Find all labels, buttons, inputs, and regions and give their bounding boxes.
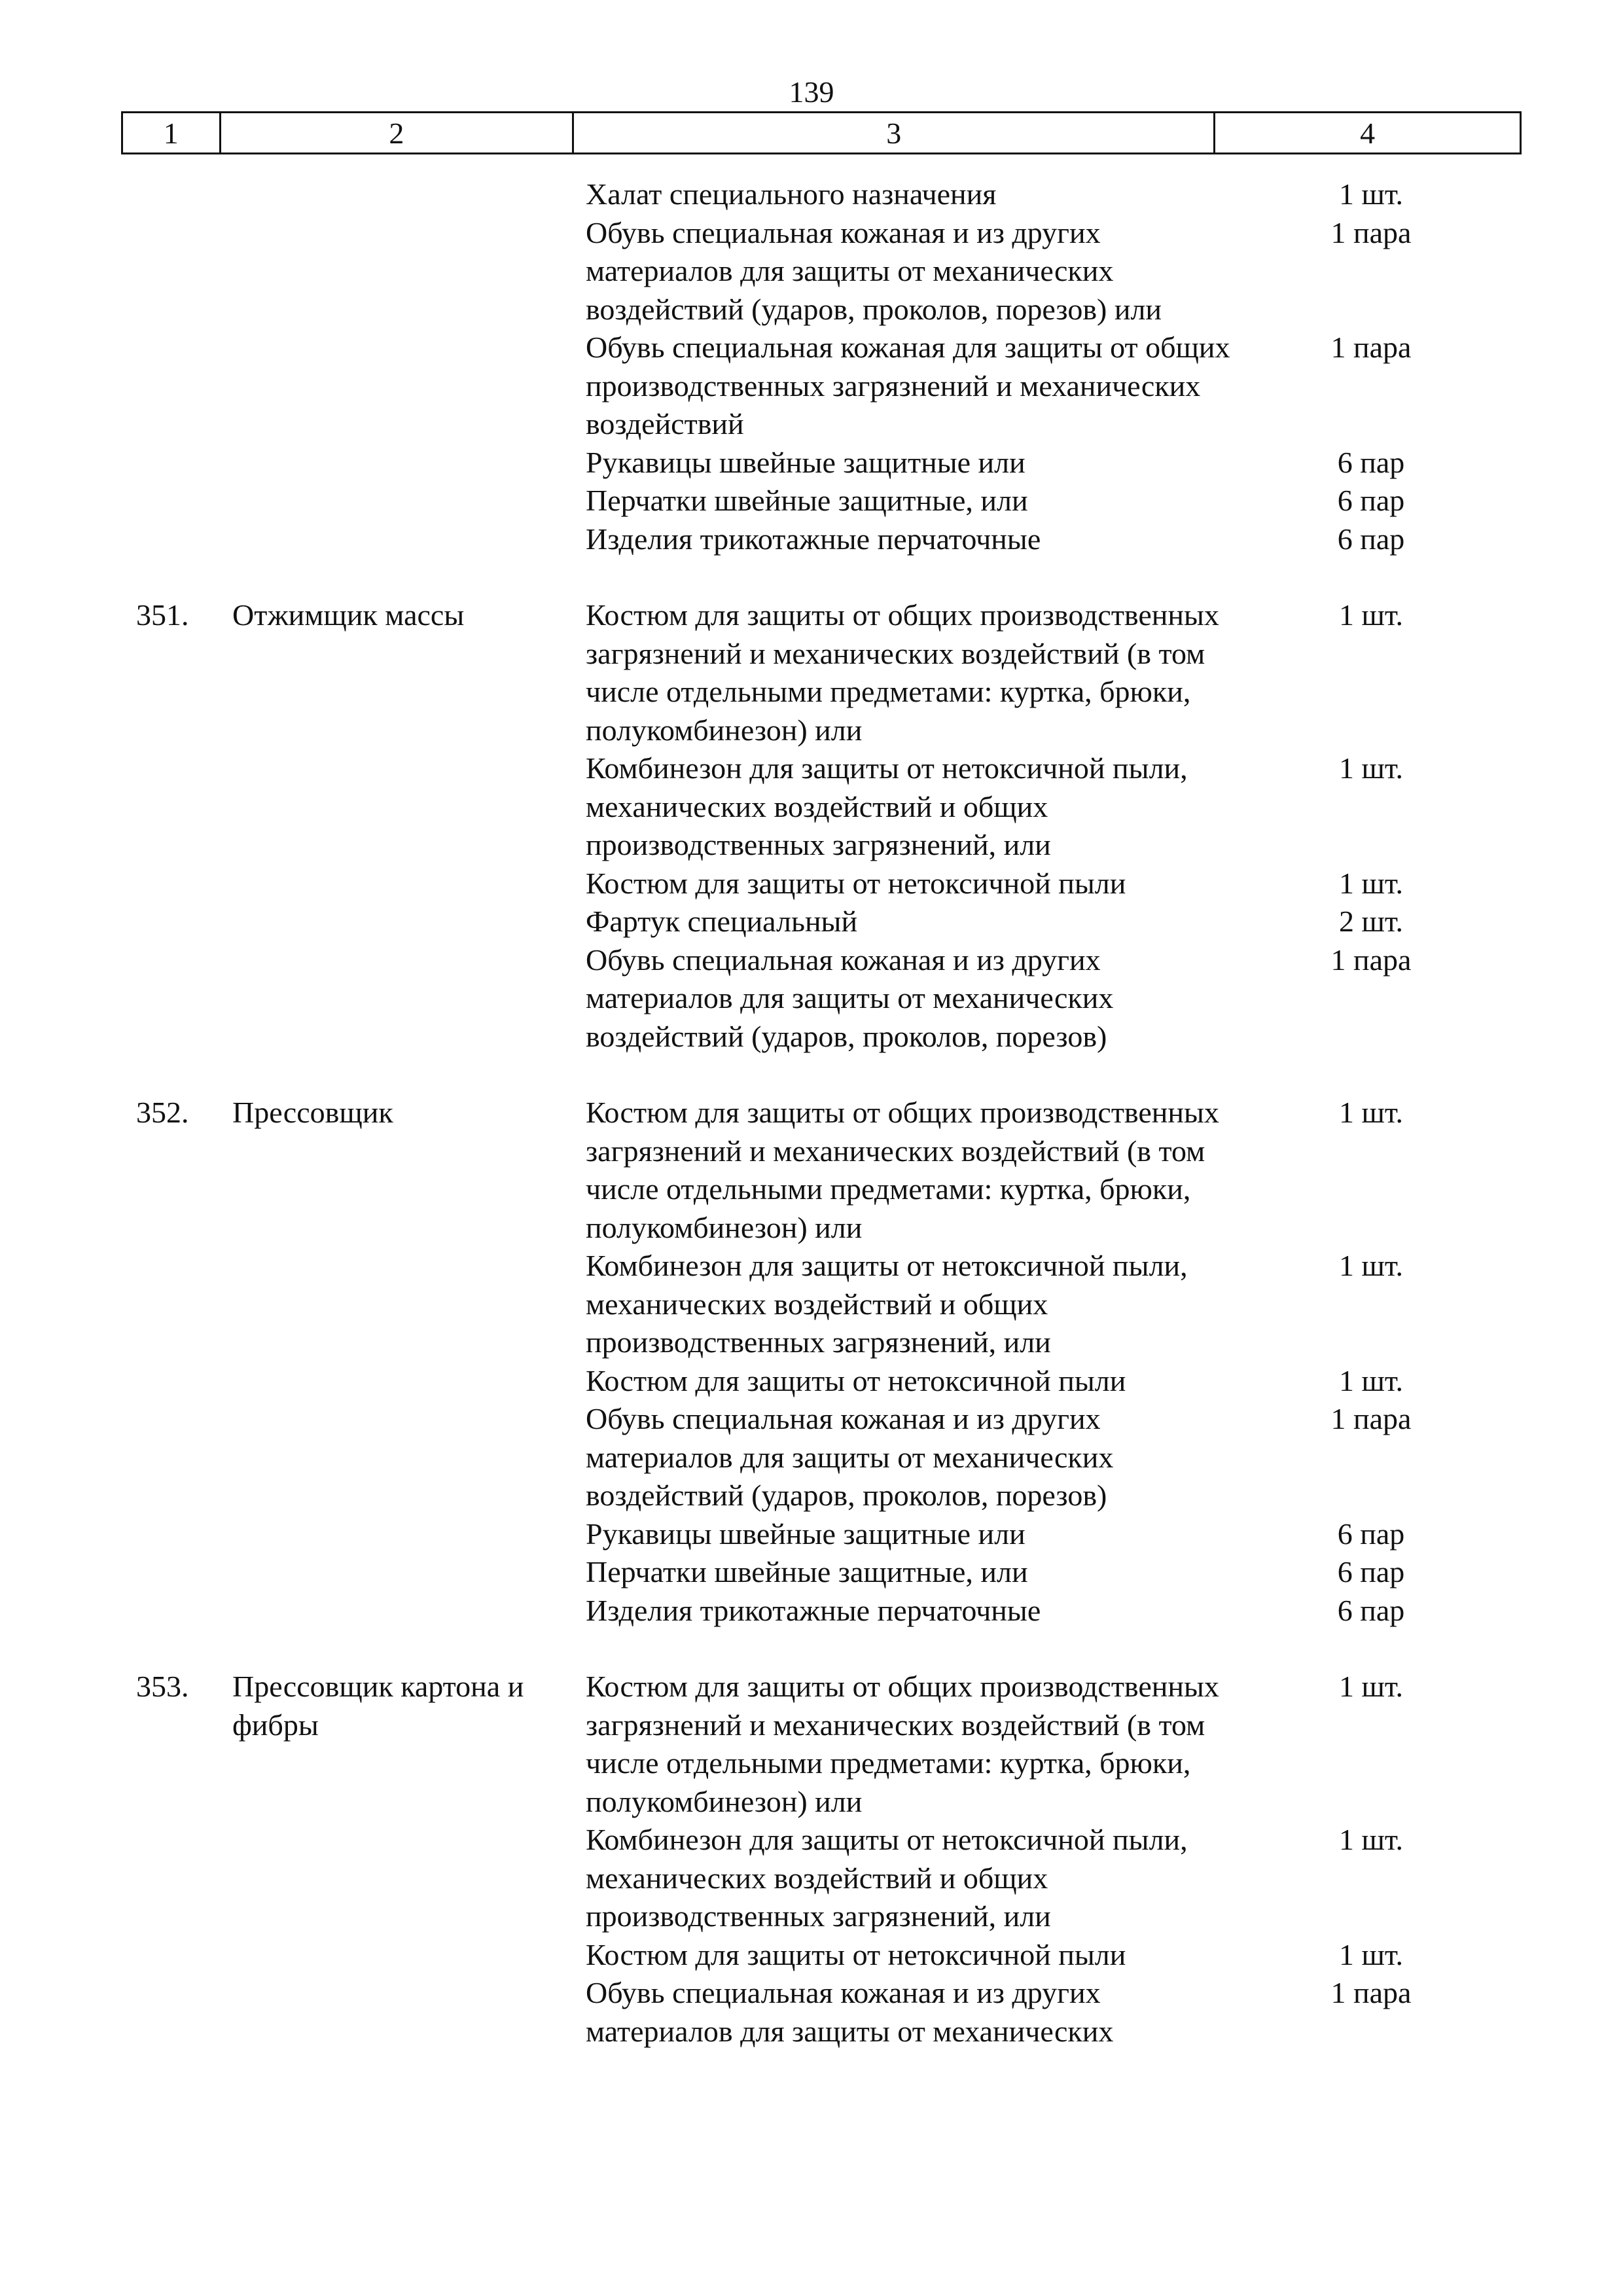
ppe-item-quantity: 1 шт. <box>1338 866 1404 900</box>
ppe-item-name: Рукавицы швейные защитные или <box>586 1516 1026 1551</box>
ppe-item <box>0 1094 1623 1247</box>
ppe-item-quantity: 6 пар <box>1337 1555 1405 1588</box>
ppe-item-name: Костюм для защиты от нетоксичной пыли <box>586 1937 1126 1971</box>
ppe-item-name: Комбинезон для защиты от нетоксичной пыли, механических воздействий и общих производственных загрязнений, или <box>586 1823 1188 1933</box>
ppe-item-quantity: 1 пара <box>1330 1976 1412 2009</box>
ppe-item <box>0 1553 1623 1592</box>
ppe-item <box>0 1974 1623 2051</box>
table-row <box>0 175 1623 558</box>
ppe-item <box>0 175 1623 214</box>
ppe-item <box>0 1821 1623 1936</box>
profession-name: Прессовщик <box>232 1096 393 1129</box>
ppe-item <box>0 1247 1623 1362</box>
column-header-1: 1 <box>123 113 221 152</box>
row-number: 353. <box>136 1670 189 1703</box>
ppe-item-quantity: 1 пара <box>1330 215 1412 249</box>
ppe-item <box>0 482 1623 520</box>
ppe-item <box>0 596 1623 749</box>
ppe-item-name: Костюм для защиты от общих производственных загрязнений и механических воздействий (в том числе отдельными предметами: куртка, брюки, полукомбинезон) или <box>586 1670 1219 1818</box>
ppe-item-name: Костюм для защиты от общих производственных загрязнений и механических воздействий (в том числе отдельными предметами: куртка, брюки, полукомбинезон) или <box>586 1096 1219 1244</box>
ppe-item-name: Изделия трикотажные перчаточные <box>586 522 1041 556</box>
ppe-item-name: Костюм для защиты от нетоксичной пыли <box>586 1363 1126 1397</box>
ppe-item <box>0 903 1623 941</box>
ppe-item-quantity: 1 шт. <box>1338 1823 1404 1856</box>
ppe-item-name: Обувь специальная кожаная и из других материалов для защиты от механических воздействий (ударов, проколов, порезов) <box>586 942 1114 1053</box>
ppe-item-quantity: 1 шт. <box>1338 1096 1404 1129</box>
ppe-item-quantity: 1 шт. <box>1338 1670 1404 1703</box>
ppe-item-name: Обувь специальная кожаная и из других материалов для защиты от механических воздействий (ударов, проколов, порезов) или <box>586 215 1162 326</box>
ppe-item-name: Рукавицы швейные защитные или <box>586 445 1026 479</box>
row-number: 351. <box>136 598 189 632</box>
ppe-item-quantity: 6 пар <box>1337 445 1405 479</box>
ppe-item <box>0 520 1623 559</box>
table-row <box>0 1668 1623 2051</box>
ppe-item-quantity: 1 шт. <box>1338 1363 1404 1397</box>
ppe-item-name: Халат специального назначения <box>586 177 997 211</box>
ppe-item-quantity: 1 шт. <box>1338 598 1404 632</box>
ppe-item <box>0 1936 1623 1975</box>
ppe-item <box>0 214 1623 329</box>
ppe-item-name: Костюм для защиты от нетоксичной пыли <box>586 866 1126 900</box>
column-header-3: 3 <box>574 113 1215 152</box>
ppe-item-quantity: 1 шт. <box>1338 1937 1404 1971</box>
profession-name: Прессовщик картона и фибры <box>232 1670 524 1742</box>
ppe-item <box>0 941 1623 1056</box>
column-header-2: 2 <box>221 113 574 152</box>
ppe-item-quantity: 1 пара <box>1330 942 1412 977</box>
ppe-item-quantity: 1 шт. <box>1338 1249 1404 1282</box>
page-number: 139 <box>789 75 834 109</box>
ppe-item <box>0 1515 1623 1554</box>
ppe-item <box>0 444 1623 482</box>
ppe-item-name: Костюм для защиты от общих производственных загрязнений и механических воздействий (в том числе отдельными предметами: куртка, брюки, полукомбинезон) или <box>586 598 1219 747</box>
column-header-4: 4 <box>1360 116 1376 150</box>
table-row <box>0 1094 1623 1630</box>
ppe-item-name: Перчатки швейные защитные, или <box>586 484 1028 517</box>
ppe-item-quantity: 6 пар <box>1337 522 1405 556</box>
ppe-item <box>0 1668 1623 1821</box>
ppe-item-quantity: 1 шт. <box>1338 177 1404 211</box>
ppe-item <box>0 1362 1623 1401</box>
table-body <box>0 175 1623 2051</box>
ppe-item-name: Обувь специальная кожаная и из других материалов для защиты от механических <box>586 1976 1114 2048</box>
table-row <box>0 596 1623 1056</box>
ppe-item-quantity: 6 пар <box>1337 1593 1405 1627</box>
ppe-item-name: Обувь специальная кожаная и из других материалов для защиты от механических воздействий (ударов, проколов, порезов) <box>586 1402 1114 1512</box>
ppe-item-quantity: 6 пар <box>1337 484 1405 517</box>
ppe-item-name: Изделия трикотажные перчаточные <box>586 1593 1041 1627</box>
ppe-item-name: Обувь специальная кожаная для защиты от общих производственных загрязнений и механических воздействий <box>586 331 1230 440</box>
ppe-item-quantity: 6 пар <box>1337 1516 1405 1551</box>
column-header-row <box>121 111 1522 154</box>
ppe-item-quantity: 1 пара <box>1330 1402 1412 1435</box>
ppe-item <box>0 1592 1623 1630</box>
ppe-item-name: Комбинезон для защиты от нетоксичной пыли, механических воздействий и общих производственных загрязнений, или <box>586 751 1188 861</box>
ppe-item-name: Фартук специальный <box>586 905 858 938</box>
ppe-item <box>0 329 1623 444</box>
row-number: 352. <box>136 1096 189 1129</box>
ppe-item-quantity: 1 шт. <box>1338 751 1404 785</box>
ppe-item <box>0 1400 1623 1515</box>
ppe-item-name: Комбинезон для защиты от нетоксичной пыли, механических воздействий и общих производственных загрязнений, или <box>586 1249 1188 1359</box>
profession-name: Отжимщик массы <box>232 598 465 632</box>
ppe-item-name: Перчатки швейные защитные, или <box>586 1555 1028 1588</box>
ppe-item-quantity: 2 шт. <box>1338 905 1404 938</box>
ppe-item-quantity: 1 пара <box>1330 331 1412 364</box>
ppe-item <box>0 865 1623 903</box>
ppe-item <box>0 749 1623 865</box>
